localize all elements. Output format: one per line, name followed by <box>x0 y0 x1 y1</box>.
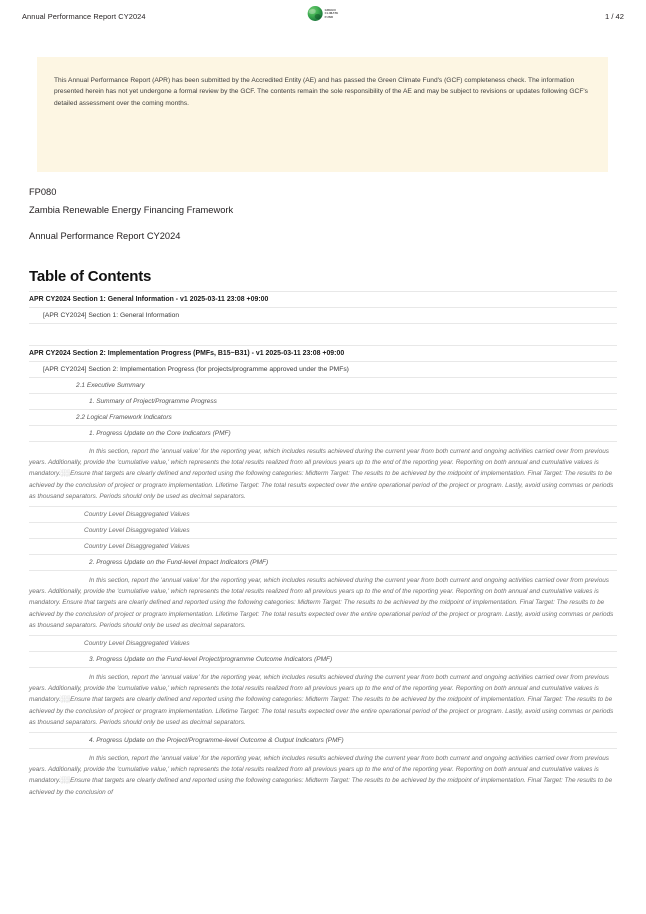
toc-entry-label: 2.1 Executive Summary <box>76 382 145 389</box>
toc-description-paragraph <box>29 441 617 506</box>
unsupported-glyph: ░░ <box>60 470 71 478</box>
toc-entry[interactable] <box>29 409 617 425</box>
toc-entry[interactable] <box>29 538 617 554</box>
project-name: Zambia Renewable Energy Financing Framework <box>29 205 234 215</box>
globe-icon <box>308 6 323 21</box>
toc-paragraph-text: In this section, report the 'annual value' for the reporting year, which includes results achieved during the current year from both current and ongoing activities carried over from previous years. Additionally, provide the 'cumulative value,' which represents the total results realized from all previous years up to the end of the reporting year. Reporting on both annual and cumulative values is mandatory. Ensure that targets are clearly defined and reported using the following categories: Midterm Target: The results to be achieved by the midpoint of implementation. Final Target: The results to be achieved by the conclusion of project or program implementation. Lifetime Target: The total results expected over the entire operational period of the project or program. Lastly, avoid using commas or periods as thousand separators. Periods should only be used as decimal separators. <box>29 577 614 629</box>
logo-line-3: FUND <box>324 15 334 20</box>
report-name: Annual Performance Report CY2024 <box>29 231 181 241</box>
toc-entry-label: Country Level Disaggregated Values <box>84 527 190 535</box>
toc-entry[interactable] <box>29 377 617 393</box>
toc-entry[interactable] <box>29 361 617 377</box>
toc-entry-label: 1. Progress Update on the Core Indicators (PMF) <box>89 430 231 437</box>
gcf-logo <box>308 6 339 21</box>
toc-entry[interactable] <box>29 554 617 570</box>
page-header <box>0 0 646 32</box>
disclaimer-notice-text: This Annual Performance Report (APR) has been submitted by the Accredited Entity (AE) and has passed the Green Climate Fund's (GCF) completeness check. The information presented herein has not yet undergone a formal review by the GCF. The contents remain the sole responsibility of the AE and may be subject to revisions or updates following GCF's detailed assessment over the coming months. <box>54 77 588 107</box>
unsupported-glyph: ░░ <box>60 696 71 704</box>
toc-description-paragraph <box>29 748 617 802</box>
toc-entry[interactable] <box>29 291 617 307</box>
unsupported-glyph: ░░ <box>60 777 71 785</box>
toc-row-list <box>29 291 617 802</box>
toc-entry-label: [APR CY2024] Section 2: Implementation Progress (for projects/programme approved under the PMFs) <box>43 366 349 373</box>
toc-entry[interactable] <box>29 345 617 361</box>
toc-entry[interactable] <box>29 307 617 323</box>
toc-entry-label: 3. Progress Update on the Fund-level Project/programme Outcome Indicators (PMF) <box>89 656 333 664</box>
gcf-wordmark <box>325 8 339 20</box>
header-document-title: Annual Performance Report CY2024 <box>22 11 146 21</box>
toc-entry[interactable] <box>29 522 617 538</box>
disclaimer-notice-box <box>37 57 608 172</box>
toc-spacer <box>29 323 617 345</box>
toc-entry[interactable] <box>29 635 617 651</box>
toc-paragraph-text: In this section, report the 'annual value' for the reporting year, which includes results achieved during the current year from both current and ongoing activities carried over from previous years. Additionally, provide the 'cumulative value,' which represents the total results realized from all previous years up to the end of the reporting year. Reporting on both annual and cumulative values is mandatory.░░Ensure that targets are clearly defined and reported using the following categories: Midterm Target: The results to be achieved by the midpoint of implementation. Final Target: The results to be achieved by the conclusion of project or program implementation. Lifetime Target: The total results expected over the entire operational period of the project or program. Lastly, avoid using commas or periods as thousand separators. Periods should only be used as decimal separators. <box>29 448 614 500</box>
page-indicator: 1 / 42 <box>605 11 624 21</box>
toc-entry-label: APR CY2024 Section 1: General Information - v1 2025-03-11 23:08 +09:00 <box>29 296 269 303</box>
toc-entry-label: 2.2 Logical Framework Indicators <box>76 414 172 421</box>
toc-entry[interactable] <box>29 425 617 441</box>
toc-paragraph-text: In this section, report the 'annual value' for the reporting year, which includes results achieved during the current year from both current and ongoing activities carried over from previous years. Additionally, provide the 'cumulative value,' which represents the total results realized from all previous years up to the end of the reporting year. Reporting on both annual and cumulative values is mandatory.░░Ensure that targets are clearly defined and reported using the following categories: Midterm Target: The results to be achieved by the midpoint of implementation. Final Target: The results to be achieved by the conclusion of project or program implementation. Lifetime Target: The total results expected over the entire operational period of the project or program. Lastly, avoid using commas or periods as thousand separators. Periods should only be used as decimal separators. <box>29 674 614 726</box>
toc-entry[interactable] <box>29 506 617 522</box>
toc-description-paragraph <box>29 570 617 635</box>
toc-entry-label: APR CY2024 Section 2: Implementation Progress (PMFs, B15~B31) - v1 2025-03-11 23:08 +09:00 <box>29 350 345 357</box>
toc-entry[interactable] <box>29 651 617 667</box>
logo-line-2: CLIMATE <box>324 11 339 16</box>
toc-entry[interactable] <box>29 732 617 748</box>
toc-heading: Table of Contents <box>29 268 152 285</box>
toc-entry-label: 4. Progress Update on the Project/Programme-level Outcome & Output Indicators (PMF) <box>89 737 344 745</box>
report-title-block <box>29 183 609 245</box>
toc-entry-label: [APR CY2024] Section 1: General Information <box>43 312 180 319</box>
toc-entry-label: 1. Summary of Project/Programme Progress <box>89 398 217 405</box>
toc-paragraph-text: In this section, report the 'annual value' for the reporting year, which includes results achieved during the current year from both current and ongoing activities carried over from previous years. Additionally, provide the 'cumulative value,' which represents the total results realized from all previous years up to the end of the reporting year. Reporting on both annual and cumulative values is mandatory.░░Ensure that targets are clearly defined and reported using the following categories: Midterm Target: The results to be achieved by the midpoint of implementation. Final Target: The results to be achieved by the conclusion of <box>29 755 613 796</box>
toc-entry-label: Country Level Disaggregated Values <box>84 511 190 519</box>
toc-entry[interactable] <box>29 393 617 409</box>
table-of-contents <box>29 268 617 802</box>
toc-description-paragraph <box>29 667 617 732</box>
toc-entry-label: 2. Progress Update on the Fund-level Impact Indicators (PMF) <box>89 559 269 567</box>
logo-line-1: GREEN <box>324 7 336 12</box>
toc-entry-label: Country Level Disaggregated Values <box>84 640 190 648</box>
project-code: FP080 <box>29 187 57 197</box>
toc-entry-label: Country Level Disaggregated Values <box>84 543 190 551</box>
